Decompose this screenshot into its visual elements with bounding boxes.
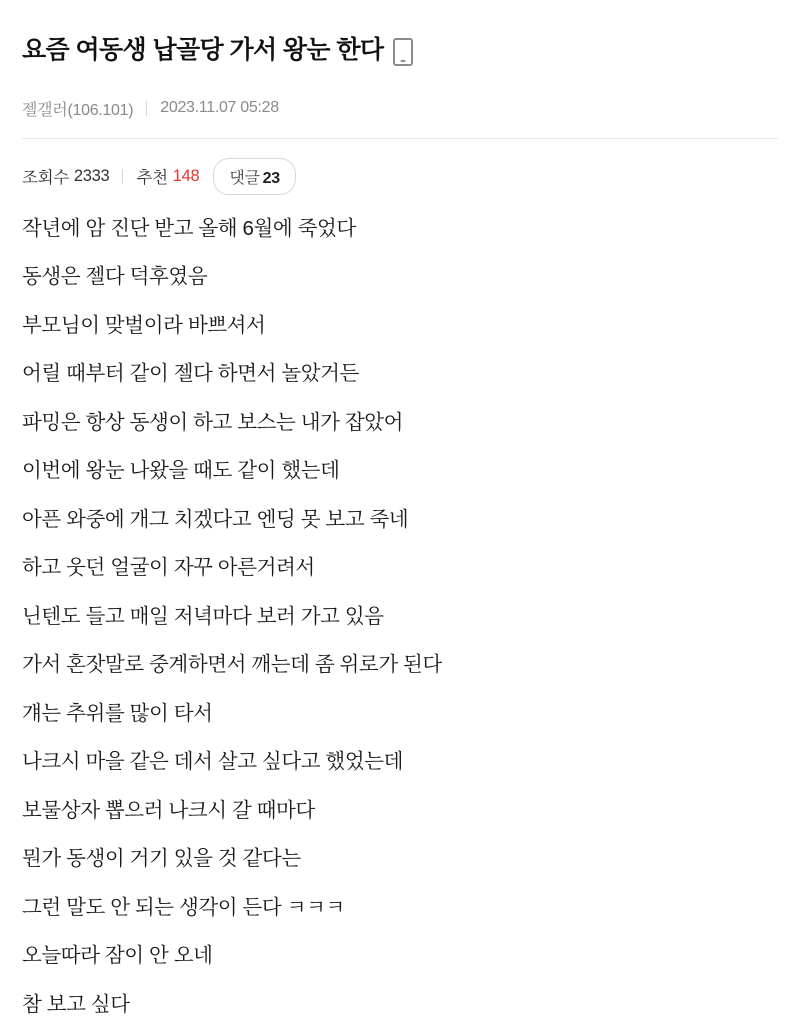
post-line: 보물상자 뽑으러 나크시 갈 때마다 [22,798,315,822]
mobile-device-icon [393,38,413,66]
post-line: 파밍은 항상 동생이 하고 보스는 내가 잡았어 [22,410,404,434]
post-line: 나크시 마을 같은 데서 살고 싶다고 했었는데 [22,750,404,774]
title-row [22,18,778,83]
post-body [0,195,800,1016]
comment-count-badge[interactable] [213,158,296,195]
post-line: 부모님이 맞벌이라 바쁘셔서 [22,313,266,337]
post-line: 그런 말도 안 되는 생각이 든다 ㅋㅋㅋ [22,895,345,919]
comment-label: 댓글 [229,169,260,187]
views-count: 2333 [73,166,110,185]
post-line: 이번에 왕눈 나왔을 때도 같이 했는데 [22,459,340,483]
post-stats [0,139,800,195]
recommend-count: 148 [172,166,200,185]
stats-divider [122,169,123,184]
post-line: 뭔가 동생이 거기 있을 것 같다는 [22,847,301,871]
post-line: 참 보고 싶다 [22,992,130,1016]
post-line: 닌텐도 들고 매일 저녁마다 보러 가고 있음 [22,604,384,628]
post-line: 어릴 때부터 같이 젤다 하면서 놀았거든 [22,362,359,386]
gallery-author[interactable]: 젤갤러(106.101) [22,101,134,119]
post-line: 걔는 추위를 많이 타서 [22,701,213,725]
post-line: 오늘따라 잠이 안 오네 [22,944,213,968]
post-line: 동생은 젤다 덕후였음 [22,265,208,289]
recommend-label: 추천 [136,169,168,188]
post-line: 아픈 와중에 개그 치겠다고 엔딩 못 보고 죽네 [22,507,409,531]
post-line: 가서 혼잣말로 중계하면서 깨는데 좀 위로가 된다 [22,653,442,677]
post-header [0,0,800,139]
comment-count: 23 [262,169,280,187]
post-line: 작년에 암 진단 받고 올해 6월에 죽었다 [22,216,356,240]
post-datetime: 2023.11.07 05:28 [160,99,279,117]
post-meta [22,97,778,120]
meta-divider [146,101,147,116]
page-title: 요즘 여동생 납골당 가서 왕눈 한다 [22,35,384,64]
post-line: 하고 웃던 얼굴이 자꾸 아른거려서 [22,556,315,580]
views-label: 조회수 [22,169,69,188]
